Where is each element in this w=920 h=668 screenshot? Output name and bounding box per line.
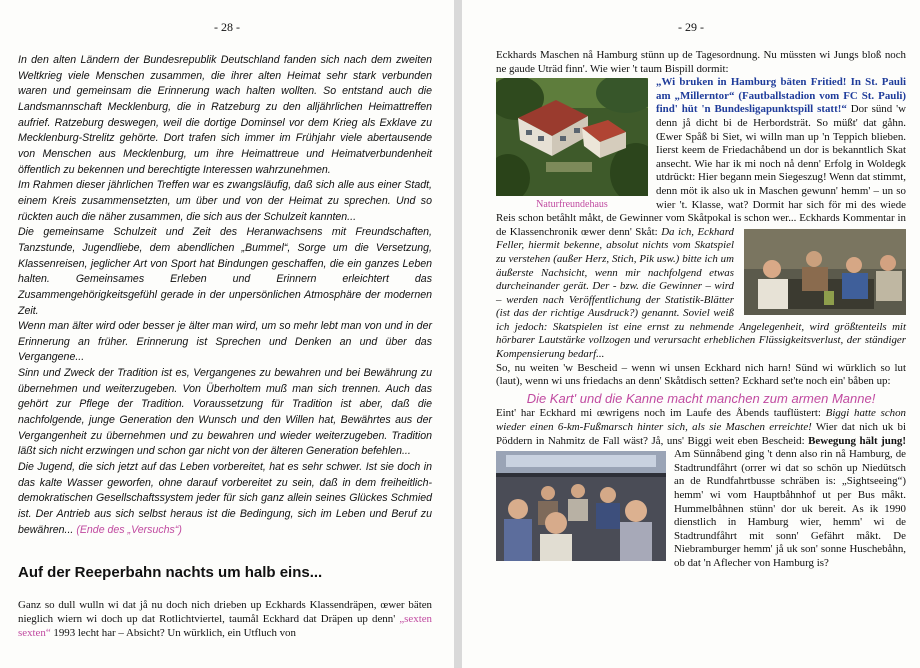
proverb-headline: Die Kart' und die Kanne macht manchen zum armen Manne! [526,390,876,406]
essay-text: Die Jugend, die sich jetzt auf das Leben vorbereitet, hat es sehr schwer. Ist sie doch in das kalte Wasser geworfen, ohne darauf vorbereitet zu sein, daß in dem freiheitlich-demokratischen Gesellschaftssystem jeder für sich ganz allein seines Glückes Schmied ist. Der Antrieb aus sich selbst heraus ist die Bedingung, sich im Leben und Beruf zu bewähren... [18,461,432,536]
highlight-quote: „sexten sexten“ [18,613,432,639]
quote-text: „Wi bruken in Hamburg bäten Fritied! In St. Pauli am „Millerntor“ (Fautballstadion vom FC St. Pauli) find' hüt 'n Bundesligapunktspill statt!“ [656,76,906,116]
bus-photo [496,451,666,561]
essay-paragraph: Wenn man älter wird oder besser je älter man wird, um so mehr lebt man von und in der Erinnerung an früher. Erinnerung ist Sprechen und Denken an und über das Vergangene... [18,320,432,364]
essay-paragraph [18,460,432,538]
page-number: - 29 - [678,20,704,34]
house-photo-figure [496,78,648,212]
essay-end-note: (Ende des „Versuchs“) [76,523,182,536]
article-text: So, nu weiten 'w Bescheid – wenn wi unsen Eckhard nich harn! Sünd wi würklich so lut (laut), wenn wi uns friedachs an denn' Skåtdisch setten? Eckhard set'te noch ein' båben up: [496,361,906,388]
house-photo [496,78,648,196]
essay-paragraph: Sinn und Zweck der Tradition ist es, Vergangenes zu bewahren und bei Bewährung zu übernehmen und weiterzugeben. Von Überholtem muß man sich trennen. Auch das gehört zur Pflege der Tradition. Voraussetzung für Tradition ist aber, daß die nachfolgende, junge Generation den Wunsch und den Willen hat, Bewährtes aus der Vergangenheit zu übernehmen und zu bewahren und wieder weiterzugeben. Tradition läßt sich nicht erzwingen und schon gar nicht von der älteren Generation befehlen... [18,367,432,458]
skat-photo [744,229,906,315]
article-text: Am Sünnåbend ging 't denn also rin nå Hamburg, de Stadtrundfåhrt (orrer wi dat so schön up Niedütsch an de Rundfahrtbusse schräben is: „Sightseeing“) hemm' wi vom Hauptbåhnhof ut per Bus måkt. Hummelbåhnen stünn' dor uk bereit. As ik 1990 dienstlich in Hamburg wier, hemm' wi de Stadtrundfåhrt mit sonn' Gefährt måkt. De Niebramburger hemm' jå uk son' sonne Huschebåhn, ob dat 'n Aflecher von Hamburg is? [674,448,906,569]
article-text: Dor sünd 'w denn jå dicht bi de Herbordsträt. So müßt' dat gåhn. Œwer Spåß bi Siet, wi willn man up 'n Teppich blieben. Iierst keem de Friedachåbend un dor is bekanntlich Skat ansecht. Wie har ik mi noch nå denn' Erfolg in Woldegk utdrückt: Hier begann mein Siegeszug! Wenn dat stimmt, denn möt ik also uk in Maschen gewunn' hemm' – un so wier 't. Klasse, wat? Dormit har sich för mi des wiede Reis schon betåhlt måkt, de Gewinner vom Skåtpokal is schon wer... Eckhards Kommentar in de Klassenchronik œwer denn' Skåt: [496,103,906,238]
article-text: Eint' har Eckhard mi œwrigens noch im Laufe des Åbends tauflüstert: [496,407,826,420]
page-number: - 28 - [214,20,240,34]
essay-paragraph: Die gemeinsame Schulzeit und Zeit des Heranwachsens mit Freundschaften, Tanzstunde, Jugendliebe, dem abendlichen „Bummel“, Sorge um die Versetzung, Klassenreisen, jeglicher Art von Sport hat Bindungen geschaffen, die ein ganzes Leben halten. Gemeinsames Erleben und Erinnern erleichtert das Zusammengehörigkeitsgefühl gerade in der unpersönlichen Atmosphäre der modernen Zeit. [18,226,432,317]
bus-photo-figure [496,451,666,561]
body-text-part: Ganz so dull wulln wi dat jå nu doch nich drieben up Eckhards Klassendräpen, œwer bäten nieglich wiern wi doch up dat Rotlichtviertel, taumål Eckhard dat Dräpen up denn' [18,599,432,625]
essay-paragraph: In den alten Ländern der Bundesrepublik Deutschland fanden sich nach dem zweiten Weltkrieg viele Menschen zusammen, die ihrer alten Heimat sehr stark verbunden waren und gemeinsam die Erinnerung wach halten wollten. So entstand auch die Landsmannschaft Mecklenburg, die in Ratzeburg zu den alljährlichen Heimattreffen aufrief. Ratzeburg deswegen, weil die dortige Dominsel vor dem Krieg als Exklave zu Mecklenburg-Strelitz gehörte. Dort trafen sich immer im Frühjahr viele abertausende von Menschen aus Mecklenburg, um ihre Heimattreue und Heimatverbundenheit öffentlich zu bekennen und berechtigte Interessen wahrzunehmen. [18,54,432,176]
photo-caption: Naturfreundehaus [536,199,608,211]
body-text-part: 1993 lecht har – Absicht? Un würklich, ein Utfluch von [50,627,296,639]
essay-paragraph: Im Rahmen dieser jährlichen Treffen war es zwangsläufig, daß sich alle aus einer Stadt, einem Kreis zusammensetzten, um über und von der Heimat zu sprechen. Und so rückten auch die näher zusammen, die sich aus der Schulzeit kannten... [18,179,432,223]
italic-quote: Biggi hatte schon wieder einen 6-km-Fußmarsch hinter sich, als sie Maschen erreichte! [496,407,906,434]
italic-essay [18,53,432,538]
italic-quote: Da ich, Eckhard Feller, hiermit bekenne, absolut nichts vom Skatspiel zu verstehen (außer Herz, Stich, Pik usw.) bitte ich um äußerste Nachsicht, wenn mir nachfolgend etwas durcheinander gerät. Der - bzw. die Gewinner – wird – werden nach Veröffentlichung der Statistik-Blätter (ist das der richtige Ausdruck?) genannt. Soviel weiß ich jedoch: Skatspielen ist eine ernst zu nehmende Angelegenheit, wird größtenteils mit hörbarer Lautstärke vollzogen und verursacht erheblichen Flüssigkeitsverlust, der ständiger Kompensierung bedarf... [496,225,906,361]
bold-statement: Bewegung hält jung! [808,434,906,447]
article-text: Eckhards Maschen nå Hamburg stünn up de Tagesordnung. Nu müssten wi Jungs bloß noch ne gaude Uträd finn'. Wie wier 't taum Bispill dormit: [496,49,906,75]
skat-photo-figure [744,229,906,315]
body-text [18,598,432,640]
article-content [496,49,906,571]
left-page [0,0,454,668]
section-heading: Auf der Reeperbahn nachts um halb eins... [18,564,323,581]
article-text: Wier dat nich uk bi Pöddern in Nahmitz de Fall wäst? Jå, uns' Biggi weit eben Bescheid: [496,421,906,447]
right-page [462,0,920,668]
